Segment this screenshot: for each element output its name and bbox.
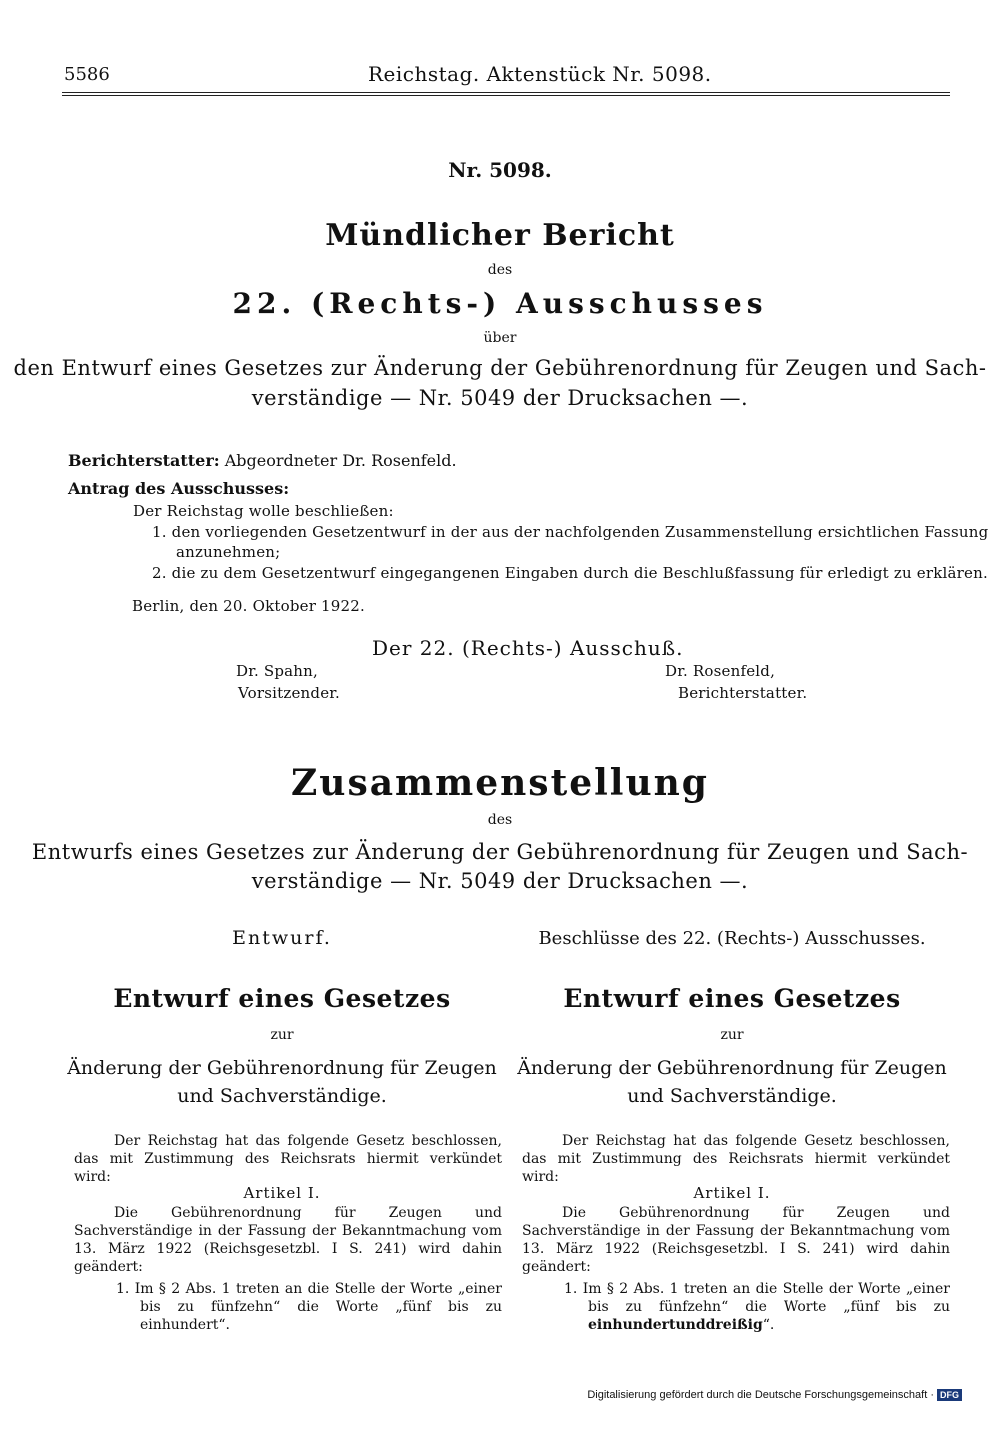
compilation-line-2: verständige — Nr. 5049 der Drucksachen —. <box>251 869 749 893</box>
signatory-left-role: Vorsitzender. <box>238 684 340 702</box>
right-article-text: Die Gebührenordnung für Zeugen und Sachverständige in der Fassung der Bekanntmachung vom 13. März 1922 (Reichsgesetzbl. I S. 241) wird dahin geändert: <box>522 1205 950 1275</box>
motion-item-2: 2. die zu dem Gesetzentwurf eingegangenen Eingaben durch die Beschlußfassung für erledigt zu erklären. <box>152 564 988 582</box>
compilation-title: Zusammenstellung <box>291 762 709 804</box>
signatory-right-name: Dr. Rosenfeld, <box>665 662 776 680</box>
motion-item-1-cont: anzunehmen; <box>176 543 281 561</box>
dfg-logo: DFG <box>937 1389 962 1401</box>
ueber-label: über <box>483 330 517 346</box>
left-law-subtitle-1: Änderung der Gebührenordnung für Zeugen <box>67 1057 497 1079</box>
right-point-1-start: 1. Im § 2 Abs. 1 treten an die Stelle der Worte „einer bis zu fünfzehn“ die Worte „fünf bis zu <box>564 1281 950 1315</box>
compilation-line-1: Entwurfs eines Gesetzes zur Änderung der Gebührenordnung für Zeugen und Sach- <box>31 840 969 864</box>
right-law-subtitle-1: Änderung der Gebührenordnung für Zeugen <box>517 1057 947 1079</box>
motion-label: Antrag des Ausschusses: <box>68 479 290 498</box>
motion-item-1: 1. den vorliegenden Gesetzentwurf in der aus der nachfolgenden Zusammenstellung ersichtlichen Fassung <box>152 523 989 541</box>
reporter-name: Abgeordneter Dr. Rosenfeld. <box>224 451 457 470</box>
des-label: des <box>487 262 513 278</box>
left-article-text: Die Gebührenordnung für Zeugen und Sachverständige in der Fassung der Bekanntmachung vom 13. März 1922 (Reichsgesetzbl. I S. 241) wird dahin geändert: <box>74 1205 502 1275</box>
right-point-1 <box>564 1280 950 1334</box>
right-column-heading: Beschlüsse des 22. (Rechts-) Ausschusses. <box>538 928 926 949</box>
running-title: Reichstag. Aktenstück Nr. 5098. <box>368 62 712 86</box>
committee-signature: Der 22. (Rechts-) Ausschuß. <box>372 636 684 660</box>
left-law-subtitle-2: und Sachverständige. <box>177 1085 387 1107</box>
right-point-1-end: “. <box>762 1317 775 1333</box>
committee-title: 22. (Rechts-) Ausschusses <box>232 287 768 320</box>
document-title: Mündlicher Bericht <box>325 218 675 253</box>
left-point-1: 1. Im § 2 Abs. 1 treten an die Stelle der Worte „einer bis zu fünfzehn“ die Worte „fünf bis zu einhundert“. <box>116 1281 502 1333</box>
right-law-subtitle-2: und Sachverständige. <box>627 1085 837 1107</box>
header-rule-bottom <box>62 95 950 96</box>
subject-line-2: verständige — Nr. 5049 der Drucksachen —. <box>251 386 749 410</box>
reporter-label: Berichterstatter: <box>68 451 220 470</box>
subject-line-1: den Entwurf eines Gesetzes zur Änderung der Gebührenordnung für Zeugen und Sach- <box>13 356 987 380</box>
right-point-1-amended: einhundertunddreißig <box>588 1317 763 1333</box>
motion-intro: Der Reichstag wolle beschließen: <box>133 502 394 520</box>
left-article: Artikel I. <box>243 1184 321 1202</box>
document-number: Nr. 5098. <box>448 158 552 182</box>
signatory-right-role: Berichterstatter. <box>678 684 808 702</box>
page-number: 5586 <box>64 64 110 85</box>
digitization-footer <box>587 1389 962 1401</box>
place-date: Berlin, den 20. Oktober 1922. <box>132 597 365 615</box>
compilation-des: des <box>487 812 513 828</box>
footer-text: Digitalisierung gefördert durch die Deutsche Forschungsgemeinschaft · <box>587 1389 934 1401</box>
left-column-heading: Entwurf. <box>232 927 332 949</box>
left-law-title: Entwurf eines Gesetzes <box>113 984 451 1013</box>
reporter-line <box>68 451 457 470</box>
right-preamble: Der Reichstag hat das folgende Gesetz beschlossen, das mit Zustimmung des Reichsrats hiermit verkündet wird: <box>522 1133 950 1185</box>
left-zur: zur <box>270 1027 294 1043</box>
right-zur: zur <box>720 1027 744 1043</box>
right-law-title: Entwurf eines Gesetzes <box>563 984 901 1013</box>
header-rule-top <box>62 92 950 93</box>
signatory-left-name: Dr. Spahn, <box>236 662 318 680</box>
right-article: Artikel I. <box>693 1184 771 1202</box>
left-preamble: Der Reichstag hat das folgende Gesetz beschlossen, das mit Zustimmung des Reichsrats hiermit verkündet wird: <box>74 1133 502 1185</box>
